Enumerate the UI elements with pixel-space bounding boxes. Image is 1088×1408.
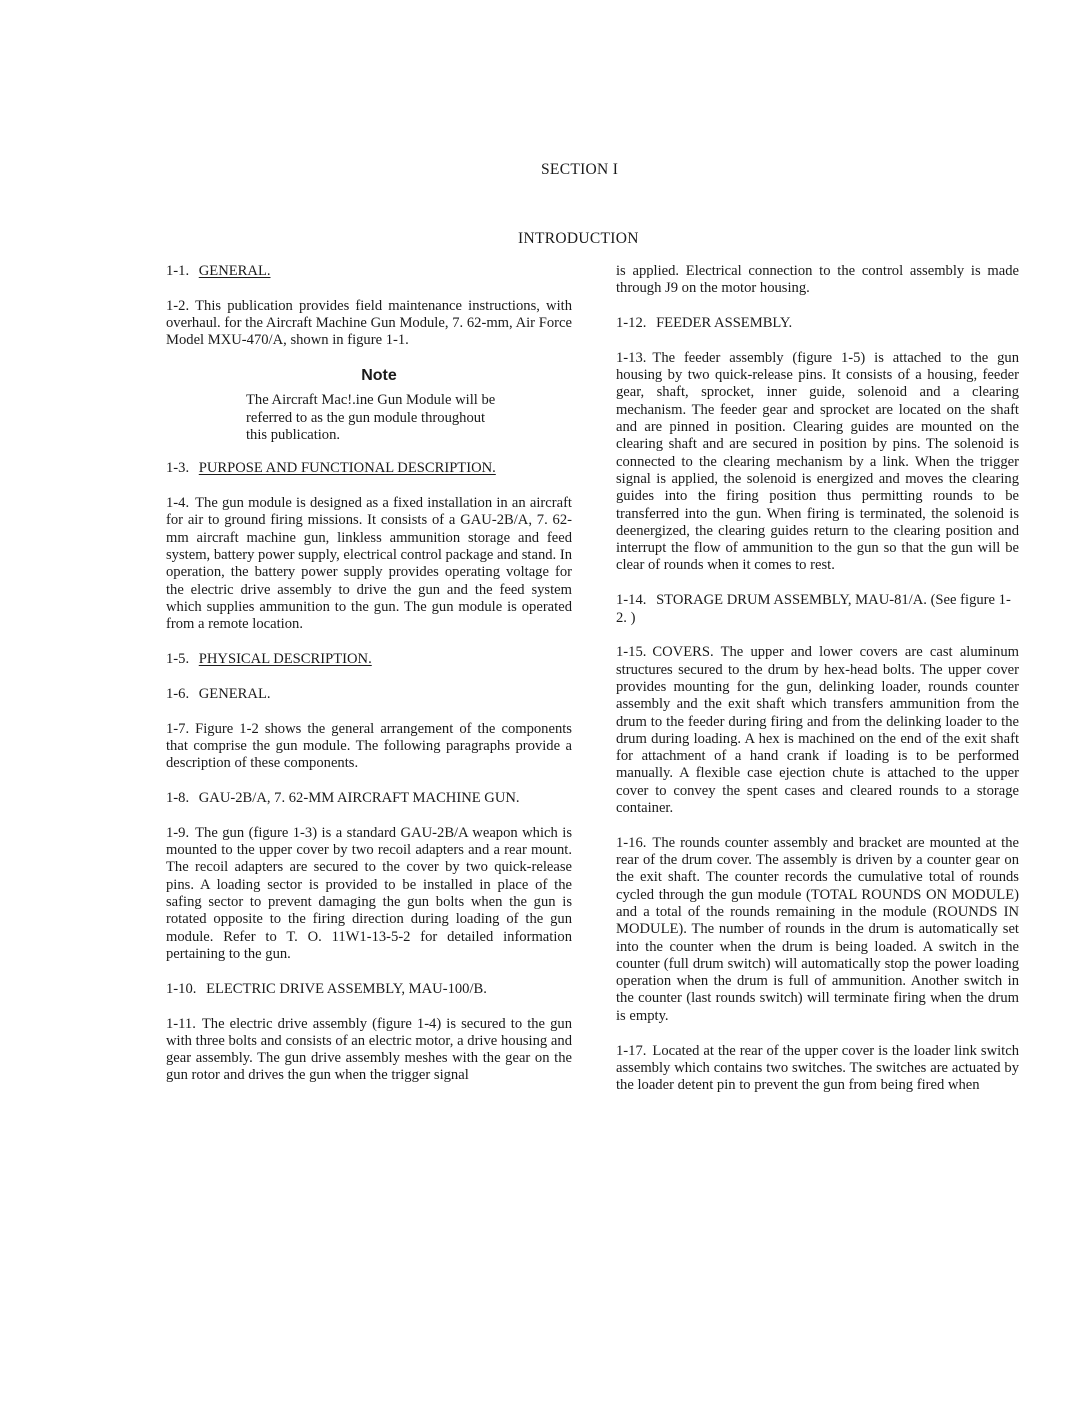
paragraph-text: Located at the rear of the upper cover is the loader link switch assembly which contains two switches. The switches are actuated by the loader detent pin to prevent the gun from being fired when [616,1042,1019,1094]
paragraph-number: 1-6. [166,685,190,702]
paragraph-heading: PURPOSE AND FUNCTIONAL DESCRIPTION. [198,460,496,477]
paragraph-number: 1-10. [166,980,197,997]
paragraph-text: is applied. Electrical connection to the control assembly is made through J9 on the motor housing. [616,263,1019,297]
paragraph-number: 1-12. [616,315,647,332]
paragraph-1-11-continued [616,263,1019,298]
paragraph-number: 1-2. [166,297,190,314]
paragraph-heading: GENERAL. [198,263,271,279]
paragraph-number: 1-9. [166,824,190,841]
paragraph-heading: PHYSICAL DESCRIPTION. [198,651,372,668]
paragraph-1-16 [616,835,1019,1025]
paragraph-number: 1-14. [616,592,647,609]
paragraph-number: 1-8. [166,790,190,807]
paragraph-text: Figure 1-2 shows the general arrangement of the components that comprise the gun module. The following paragraphs provide a description of these components. [166,720,572,772]
paragraph-1-5 [166,651,572,668]
section-heading: SECTION I [541,161,619,178]
paragraph-heading: GAU-2B/A, 7. 62-MM AIRCRAFT MACHINE GUN. [198,790,520,807]
paragraph-1-2 [166,298,572,350]
paragraph-1-9 [166,825,572,963]
paragraph-1-13 [616,350,1019,575]
paragraph-1-10 [166,981,572,998]
paragraph-text: The electric drive assembly (figure 1-4) is secured to the gun with three bolts and consists of an electric motor, a drive housing and gear assembly. The gun drive assembly meshes with the gear on the gun rotor and drives the gun when the trigger signal [166,1015,572,1084]
chapter-title: INTRODUCTION [518,230,639,247]
paragraph-number: 1-15. [616,644,647,661]
paragraph-number: 1-11. [166,1015,196,1032]
paragraph-number: 1-3. [166,460,190,477]
paragraph-1-15 [616,644,1019,817]
paragraph-1-12 [616,315,1019,332]
paragraph-text: The gun (figure 1-3) is a standard GAU-2B/A weapon which is mounted to the upper cover by two recoil adapters and a rear mount. The recoil adapters are secured to the cover by two quick-release pins. A loading sector is provided to be installed in place of the safing sector to prevent damaging the gun bolts when the gun is rotated opposite to the firing direction during loading of the gun module. Refer to T. O. 11W1-13-5-2 for detailed information pertaining to the gun. [166,824,572,962]
paragraph-text: This publication provides field maintenance instructions, with overhaul. for the Aircraft Machine Gun Module, 7. 62-mm, Air Force Model MXU-470/A, shown in figure 1-1. [166,297,572,349]
paragraph-text: The rounds counter assembly and bracket are mounted at the rear of the drum cover. The assembly is driven by a counter gear on the exit shaft. The counter records the cumulative total of rounds cycled through the gun module (TOTAL ROUNDS ON MODULE) and a total of the rounds remaining in the module (ROUNDS IN MODULE). The number of rounds in the drum is automatically set into the counter when the drum is being loaded. A switch in the counter (full drum switch) will automatically stop the power loading operation when the drum is full of ammunition. Another switch in the counter (last rounds switch) will terminate firing when the drum is empty. [616,834,1019,1024]
paragraph-1-6 [166,686,572,703]
right-column [616,263,1019,1112]
paragraph-heading: STORAGE DRUM ASSEMBLY, MAU-81/A. (See figure 1-2. ) [616,592,1011,626]
paragraph-1-11 [166,1016,572,1085]
paragraph-1-7 [166,721,572,773]
paragraph-1-1 [166,263,572,280]
note-block [166,367,572,444]
paragraph-text: The gun module is designed as a fixed installation in an aircraft for air to ground firing missions. It consists of a GAU-2B/A, 7. 62-mm aircraft machine gun, linkless ammunition storage and feed system, battery power supply, electrical control package and stand. In operation, the battery power supply provides operating voltage for the electric drive assembly to drive the gun and the feed system which supplies ammunition to the gun. The gun module is operated from a remote location. [166,495,572,633]
paragraph-heading: FEEDER ASSEMBLY. [656,315,793,332]
paragraph-1-3 [166,460,572,477]
paragraph-1-14 [616,592,1019,627]
paragraph-1-17 [616,1043,1019,1095]
paragraph-number: 1-1. [166,263,190,279]
paragraph-heading: ELECTRIC DRIVE ASSEMBLY, MAU-100/B. [206,980,487,997]
paragraph-number: 1-5. [166,651,190,668]
paragraph-heading: GENERAL. [198,685,271,702]
paragraph-number: 1-13. [616,349,647,366]
note-text: The Aircraft Mac!.ine Gun Module will be referred to as the gun module throughout this publication. [246,392,496,444]
paragraph-number: 1-16. [616,834,647,851]
paragraph-text: The feeder assembly (figure 1-5) is attached to the gun housing by two quick-release pins. It consists of a housing, feeder gear, shaft, sprocket, inner guide, solenoid and a clearing mechanism. The feeder gear and sprocket are located on the shaft and are pinned in position. Clearing guides are mounted on the clearing shaft and are secured in position by pins. The solenoid is connected to the clearing mechanism by a link. When the trigger signal is applied, the solenoid is energized and moves the clearing guides into the firing position thus permitting rounds to be transferred into the gun. When firing is terminated, the solenoid is deenergized, the clearing guides return to the clearing position and interrupt the flow of ammunition to the gun so that the gun will be clear of rounds when it comes to rest. [616,349,1019,574]
left-column [166,263,572,1102]
paragraph-text: COVERS. The upper and lower covers are cast aluminum structures secured to the drum by hex-head bolts. The upper cover provides mounting for the gun, delinking loader, rounds counter assembly and the exit shaft which transfers ammunition from the drum to the feeder during firing and from the delinking loader to the drum during loading. A hex is machined on the end of the exit shaft for attachment of a hand crank if loading is to be performed manually. A flexible case ejection chute is attached to the upper cover to convey the spent cases and cleared rounds to a storage container. [616,644,1019,817]
paragraph-1-4 [166,495,572,633]
paragraph-1-8 [166,790,572,807]
note-title: Note [361,367,397,385]
paragraph-number: 1-7. [166,720,190,737]
paragraph-number: 1-4. [166,495,190,512]
paragraph-number: 1-17. [616,1042,647,1059]
